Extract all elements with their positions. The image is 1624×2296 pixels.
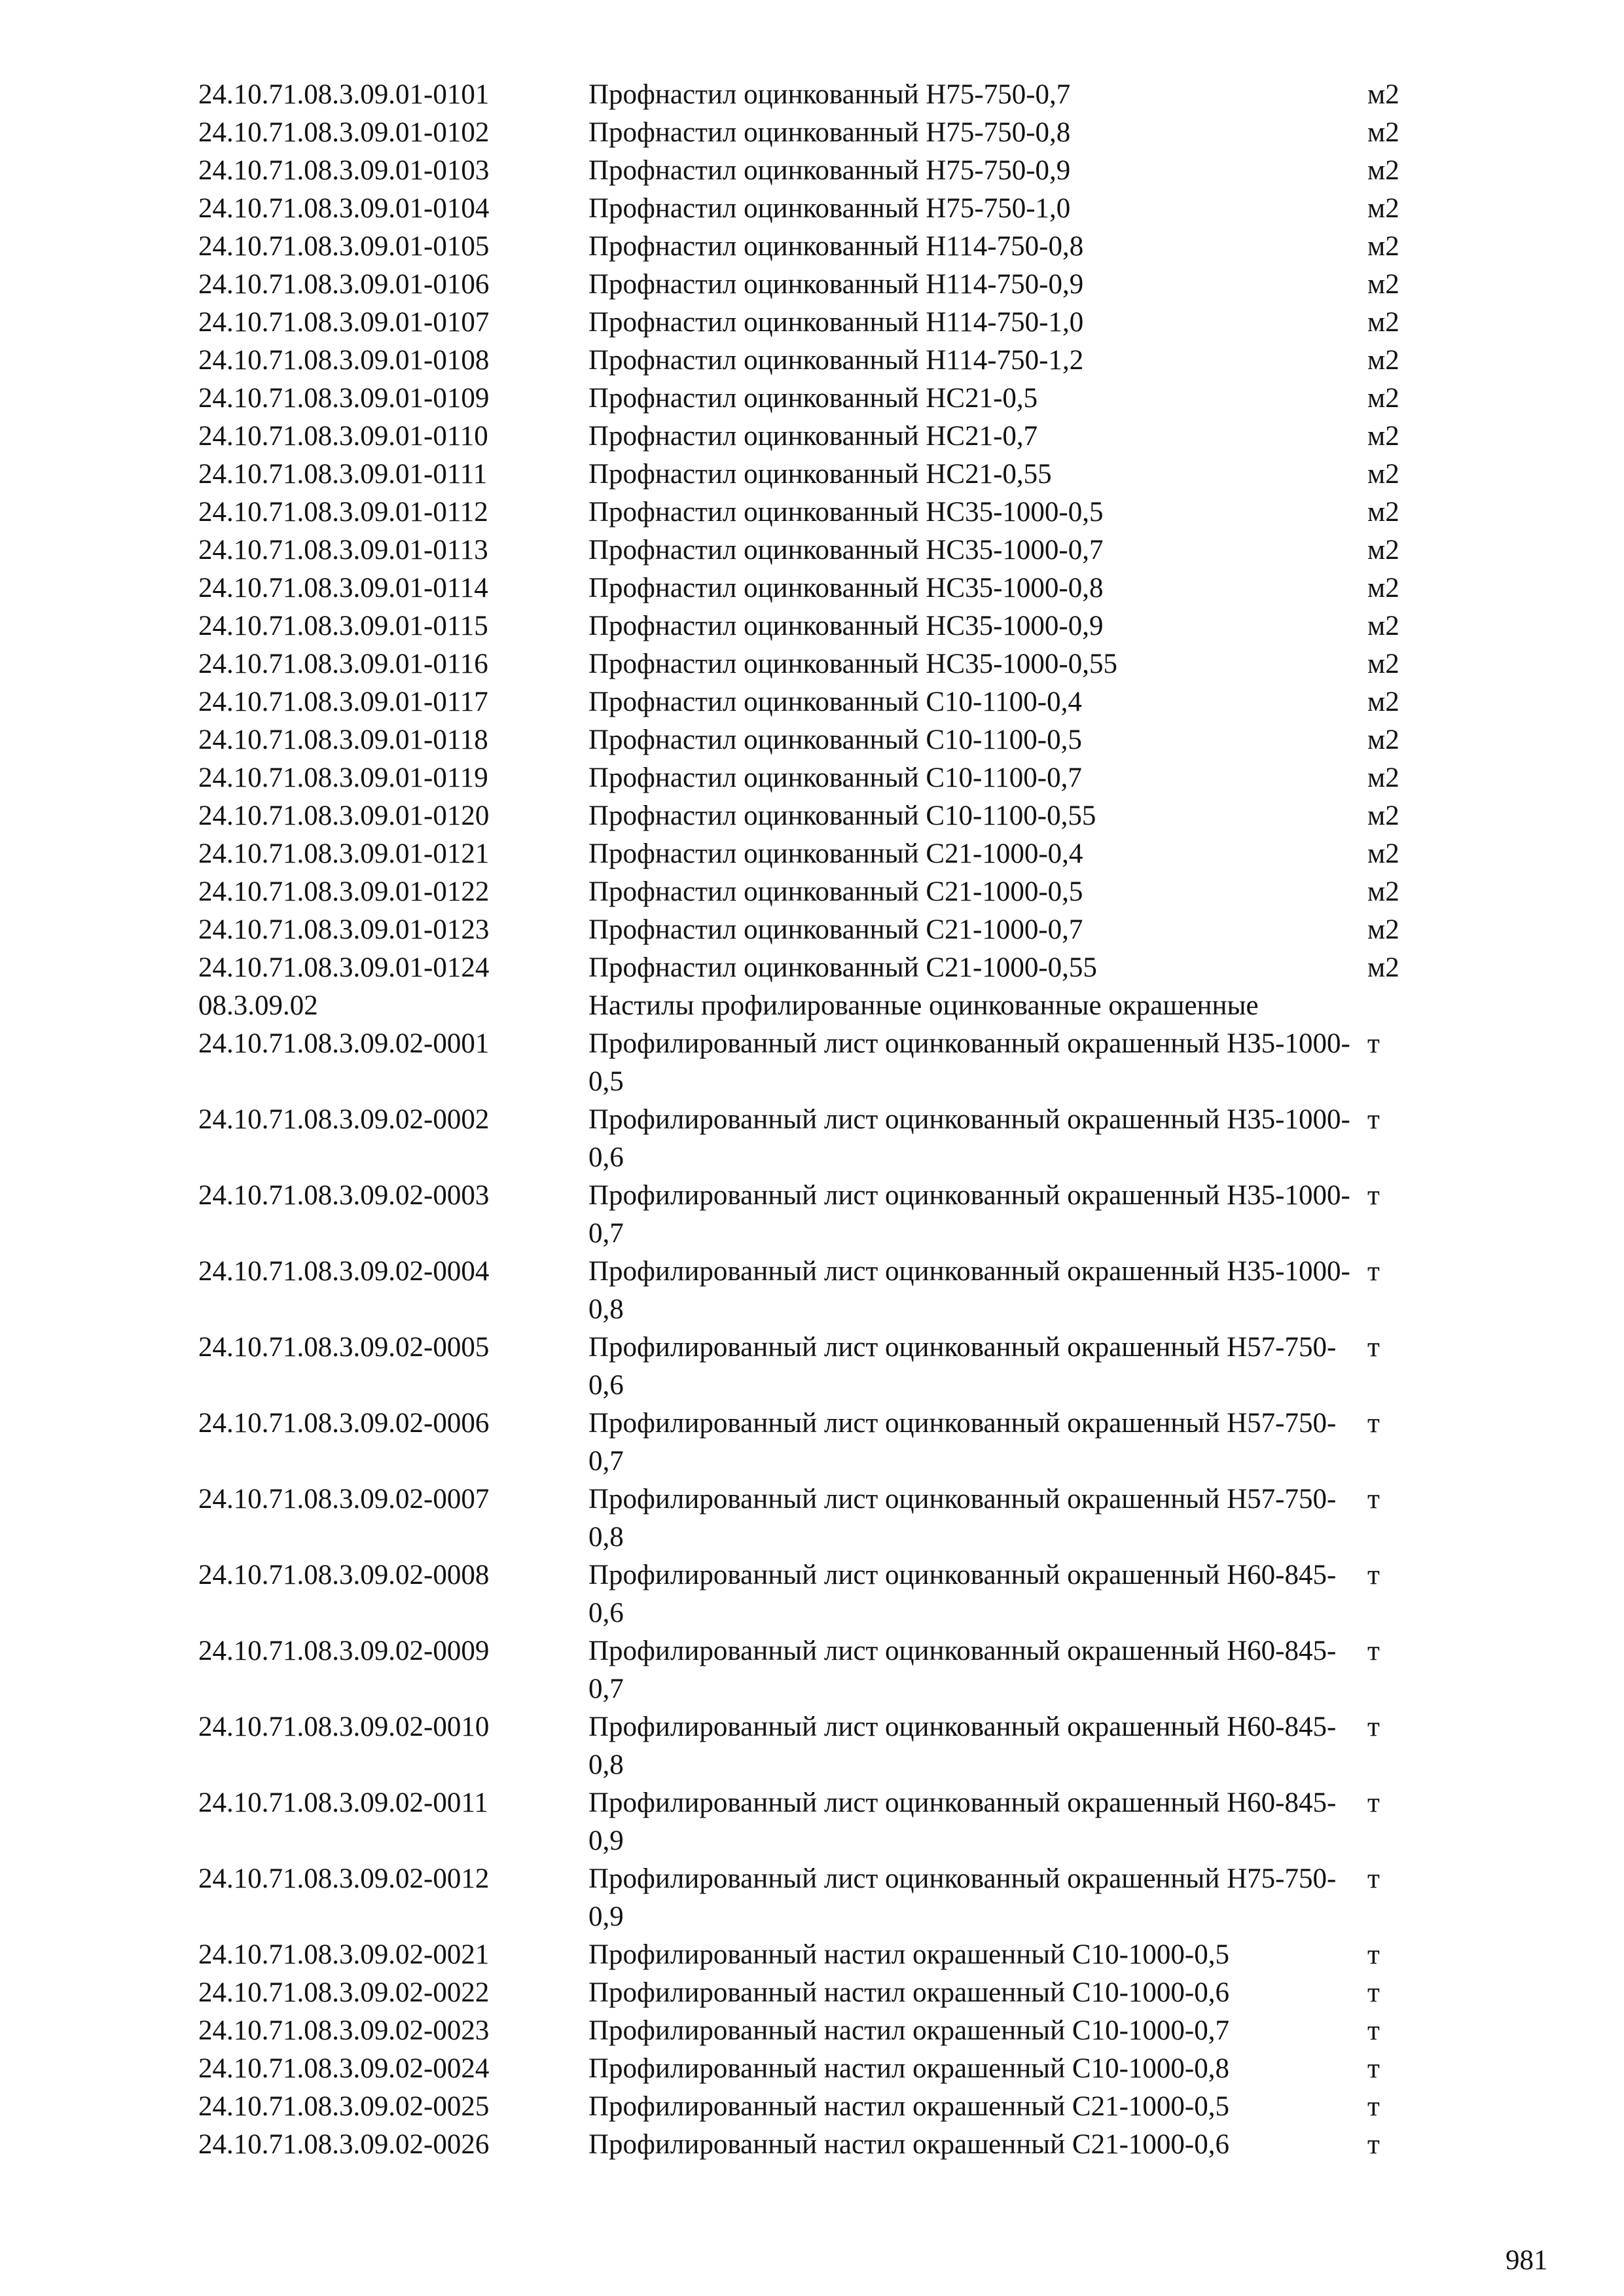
resource-name: Профнастил оцинкованный С21-1000-0,55: [588, 952, 1097, 983]
resource-name: Профнастил оцинкованный НС35-1000-0,8: [588, 573, 1104, 603]
table-row: [198, 266, 1442, 304]
table-row: [198, 1253, 1442, 1329]
resource-name: Профилированный лист оцинкованный окрашенный Н60-845-0,8: [588, 1712, 1337, 1780]
unit-of-measure: м2: [1367, 611, 1399, 641]
resource-code: 24.10.71.08.3.09.01-0118: [198, 725, 488, 755]
unit-of-measure: м2: [1367, 117, 1399, 148]
unit-of-measure: т: [1367, 2091, 1380, 2122]
resource-code: 24.10.71.08.3.09.02-0004: [198, 1256, 490, 1287]
resource-name: Профнастил оцинкованный С21-1000-0,4: [588, 838, 1083, 869]
resource-name: Профилированный настил окрашенный С10-1000-0,7: [588, 2015, 1230, 2046]
unit-of-measure: т: [1367, 1712, 1380, 1742]
unit-of-measure: м2: [1367, 649, 1399, 679]
resource-code: 24.10.71.08.3.09.02-0009: [198, 1636, 490, 1666]
table-row: [198, 911, 1442, 949]
unit-of-measure: м2: [1367, 193, 1399, 224]
unit-of-measure: м2: [1367, 155, 1399, 186]
resource-name: Профнастил оцинкованный С10-1100-0,7: [588, 762, 1082, 793]
table-row: [198, 759, 1442, 797]
table-row: [198, 835, 1442, 873]
table-row: [198, 873, 1442, 911]
resource-code: 24.10.71.08.3.09.01-0103: [198, 155, 490, 186]
resource-name: Профнастил оцинкованный Н114-750-1,0: [588, 307, 1084, 338]
resource-name: Профилированный лист оцинкованный окрашенный Н35-1000-0,6: [588, 1104, 1350, 1173]
resource-name: Профилированный лист оцинкованный окрашенный Н75-750-0,9: [588, 1863, 1337, 1932]
unit-of-measure: м2: [1367, 269, 1399, 300]
resource-code: 24.10.71.08.3.09.02-0023: [198, 2015, 490, 2046]
table-row: [198, 304, 1442, 342]
resource-name: Профнастил оцинкованный Н75-750-0,7: [588, 79, 1071, 110]
table-row: [198, 797, 1442, 835]
table-row: [198, 2126, 1442, 2164]
resource-name: Профнастил оцинкованный Н114-750-0,8: [588, 231, 1084, 262]
unit-of-measure: т: [1367, 2129, 1380, 2160]
table-row: [198, 418, 1442, 456]
resource-name: Профнастил оцинкованный С10-1100-0,4: [588, 687, 1082, 717]
resource-code: 24.10.71.08.3.09.02-0026: [198, 2129, 490, 2160]
resource-code: 08.3.09.02: [198, 990, 318, 1021]
page-number: 981: [1506, 2245, 1548, 2276]
resource-name: Профилированный лист оцинкованный окрашенный Н35-1000-0,5: [588, 1028, 1350, 1097]
resource-code: 24.10.71.08.3.09.01-0123: [198, 914, 490, 945]
unit-of-measure: т: [1367, 1939, 1380, 1970]
table-row: [198, 190, 1442, 228]
resource-name: Профнастил оцинкованный Н114-750-1,2: [588, 345, 1084, 376]
unit-of-measure: м2: [1367, 345, 1399, 376]
unit-of-measure: м2: [1367, 573, 1399, 603]
resource-code: 24.10.71.08.3.09.02-0002: [198, 1104, 490, 1135]
resource-code: 24.10.71.08.3.09.01-0102: [198, 117, 490, 148]
unit-of-measure: т: [1367, 2015, 1380, 2046]
resource-name: Профнастил оцинкованный НС35-1000-0,5: [588, 497, 1104, 528]
resource-code: 24.10.71.08.3.09.02-0011: [198, 1787, 488, 1818]
resource-name: Профнастил оцинкованный НС21-0,5: [588, 383, 1038, 414]
resource-name: Профилированный настил окрашенный С10-1000-0,5: [588, 1939, 1230, 1970]
unit-of-measure: м2: [1367, 459, 1399, 490]
table-row: [198, 1329, 1442, 1405]
unit-of-measure: м2: [1367, 383, 1399, 414]
resource-code: 24.10.71.08.3.09.01-0112: [198, 497, 488, 528]
resource-name: Профнастил оцинкованный Н75-750-0,9: [588, 155, 1071, 186]
resource-code: 24.10.71.08.3.09.01-0120: [198, 800, 490, 831]
unit-of-measure: т: [1367, 1028, 1380, 1059]
resource-code: 24.10.71.08.3.09.02-0001: [198, 1028, 490, 1059]
resource-name: Профилированный лист оцинкованный окрашенный Н57-750-0,8: [588, 1484, 1337, 1552]
resource-name: Профнастил оцинкованный С10-1100-0,55: [588, 800, 1096, 831]
unit-of-measure: м2: [1367, 231, 1399, 262]
table-row: [198, 228, 1442, 266]
resource-name: Профнастил оцинкованный НС21-0,55: [588, 459, 1052, 490]
resource-name: Профилированный лист оцинкованный окрашенный Н60-845-0,7: [588, 1636, 1337, 1704]
unit-of-measure: м2: [1367, 421, 1399, 452]
unit-of-measure: т: [1367, 1256, 1380, 1287]
table-row: [198, 380, 1442, 418]
resource-code: 24.10.71.08.3.09.01-0113: [198, 535, 488, 565]
table-row: [198, 607, 1442, 645]
unit-of-measure: т: [1367, 1104, 1380, 1135]
resource-name: Профнастил оцинкованный С21-1000-0,7: [588, 914, 1083, 945]
unit-of-measure: м2: [1367, 535, 1399, 565]
unit-of-measure: т: [1367, 1180, 1380, 1211]
resource-name: Профилированный лист оцинкованный окрашенный Н60-845-0,9: [588, 1787, 1337, 1856]
resource-code: 24.10.71.08.3.09.01-0105: [198, 231, 490, 262]
resource-name: Профнастил оцинкованный С21-1000-0,5: [588, 876, 1083, 907]
resource-code: 24.10.71.08.3.09.01-0117: [198, 687, 488, 717]
resource-code: 24.10.71.08.3.09.02-0012: [198, 1863, 490, 1894]
resource-name: Профнастил оцинкованный Н75-750-1,0: [588, 193, 1071, 224]
unit-of-measure: т: [1367, 1332, 1380, 1363]
table-row: [198, 1974, 1442, 2012]
unit-of-measure: м2: [1367, 876, 1399, 907]
resource-name: Профнастил оцинкованный С10-1100-0,5: [588, 725, 1082, 755]
table-row: [198, 1556, 1442, 1632]
table-row: [198, 683, 1442, 721]
unit-of-measure: м2: [1367, 687, 1399, 717]
unit-of-measure: т: [1367, 1560, 1380, 1590]
resource-code: 24.10.71.08.3.09.01-0124: [198, 952, 490, 983]
unit-of-measure: м2: [1367, 952, 1399, 983]
unit-of-measure: т: [1367, 1863, 1380, 1894]
resource-name: Профнастил оцинкованный НС35-1000-0,7: [588, 535, 1104, 565]
resource-name: Профнастил оцинкованный Н75-750-0,8: [588, 117, 1071, 148]
resource-name: Профилированный настил окрашенный С10-1000-0,8: [588, 2053, 1230, 2084]
resource-name: Профилированный лист оцинкованный окрашенный Н57-750-0,6: [588, 1332, 1337, 1401]
resource-name: Профилированный лист оцинкованный окрашенный Н57-750-0,7: [588, 1408, 1337, 1477]
unit-of-measure: м2: [1367, 838, 1399, 869]
table-row: [198, 721, 1442, 759]
resource-code: 24.10.71.08.3.09.02-0005: [198, 1332, 490, 1363]
resource-name: Профилированный лист оцинкованный окрашенный Н35-1000-0,8: [588, 1256, 1350, 1325]
table-row: [198, 569, 1442, 607]
table-row: [198, 76, 1442, 114]
resource-code: 24.10.71.08.3.09.02-0025: [198, 2091, 490, 2122]
resource-name: Профнастил оцинкованный НС21-0,7: [588, 421, 1038, 452]
table-row: [198, 342, 1442, 380]
resource-name: Профилированный настил окрашенный С10-1000-0,6: [588, 1977, 1230, 2008]
resource-code: 24.10.71.08.3.09.02-0022: [198, 1977, 490, 2008]
table-row: [198, 1936, 1442, 1974]
unit-of-measure: т: [1367, 1636, 1380, 1666]
table-row: [198, 152, 1442, 190]
resource-code: 24.10.71.08.3.09.02-0003: [198, 1180, 490, 1211]
resource-code: 24.10.71.08.3.09.02-0008: [198, 1560, 490, 1590]
table-row: [198, 2012, 1442, 2050]
unit-of-measure: т: [1367, 1977, 1380, 2008]
resource-code: 24.10.71.08.3.09.01-0107: [198, 307, 490, 338]
price-table: [198, 76, 1442, 2164]
resource-code: 24.10.71.08.3.09.01-0106: [198, 269, 490, 300]
unit-of-measure: м2: [1367, 725, 1399, 755]
unit-of-measure: м2: [1367, 914, 1399, 945]
table-row: [198, 1480, 1442, 1556]
resource-code: 24.10.71.08.3.09.01-0104: [198, 193, 490, 224]
unit-of-measure: т: [1367, 1484, 1380, 1515]
table-row: [198, 456, 1442, 493]
table-row: [198, 1025, 1442, 1101]
table-row: [198, 1177, 1442, 1253]
unit-of-measure: м2: [1367, 497, 1399, 528]
resource-code: 24.10.71.08.3.09.01-0110: [198, 421, 488, 452]
table-row: [198, 1405, 1442, 1480]
resource-code: 24.10.71.08.3.09.01-0121: [198, 838, 490, 869]
resource-code: 24.10.71.08.3.09.02-0024: [198, 2053, 490, 2084]
resource-name: Профнастил оцинкованный НС35-1000-0,55: [588, 649, 1117, 679]
resource-name: Настилы профилированные оцинкованные окрашенные: [588, 990, 1259, 1021]
resource-code: 24.10.71.08.3.09.01-0115: [198, 611, 488, 641]
resource-code: 24.10.71.08.3.09.01-0101: [198, 79, 490, 110]
resource-code: 24.10.71.08.3.09.01-0119: [198, 762, 488, 793]
resource-code: 24.10.71.08.3.09.02-0007: [198, 1484, 490, 1515]
resource-code: 24.10.71.08.3.09.01-0108: [198, 345, 490, 376]
table-row: [198, 531, 1442, 569]
resource-code: 24.10.71.08.3.09.02-0010: [198, 1712, 490, 1742]
table-row: [198, 1708, 1442, 1784]
unit-of-measure: т: [1367, 1408, 1380, 1439]
resource-name: Профилированный настил окрашенный С21-1000-0,6: [588, 2129, 1230, 2160]
table-row: [198, 645, 1442, 683]
resource-code: 24.10.71.08.3.09.01-0111: [198, 459, 488, 490]
table-row: [198, 1860, 1442, 1936]
resource-code: 24.10.71.08.3.09.01-0109: [198, 383, 490, 414]
resource-code: 24.10.71.08.3.09.01-0114: [198, 573, 488, 603]
resource-name: Профилированный лист оцинкованный окрашенный Н35-1000-0,7: [588, 1180, 1350, 1249]
unit-of-measure: м2: [1367, 800, 1399, 831]
table-row: [198, 1632, 1442, 1708]
unit-of-measure: м2: [1367, 79, 1399, 110]
unit-of-measure: т: [1367, 1787, 1380, 1818]
resource-code: 24.10.71.08.3.09.01-0116: [198, 649, 488, 679]
resource-name: Профилированный настил окрашенный С21-1000-0,5: [588, 2091, 1230, 2122]
table-row: [198, 949, 1442, 987]
resource-code: 24.10.71.08.3.09.01-0122: [198, 876, 490, 907]
table-row: [198, 2088, 1442, 2126]
table-row: [198, 114, 1442, 152]
unit-of-measure: т: [1367, 2053, 1380, 2084]
resource-name: Профилированный лист оцинкованный окрашенный Н60-845-0,6: [588, 1560, 1337, 1628]
unit-of-measure: м2: [1367, 307, 1399, 338]
table-row: [198, 1101, 1442, 1177]
resource-code: 24.10.71.08.3.09.02-0021: [198, 1939, 490, 1970]
table-row: [198, 2050, 1442, 2088]
resource-name: Профнастил оцинкованный НС35-1000-0,9: [588, 611, 1104, 641]
unit-of-measure: м2: [1367, 762, 1399, 793]
table-row: [198, 493, 1442, 531]
resource-name: Профнастил оцинкованный Н114-750-0,9: [588, 269, 1084, 300]
resource-code: 24.10.71.08.3.09.02-0006: [198, 1408, 490, 1439]
table-row: [198, 1784, 1442, 1860]
group-heading-row: [198, 987, 1442, 1025]
